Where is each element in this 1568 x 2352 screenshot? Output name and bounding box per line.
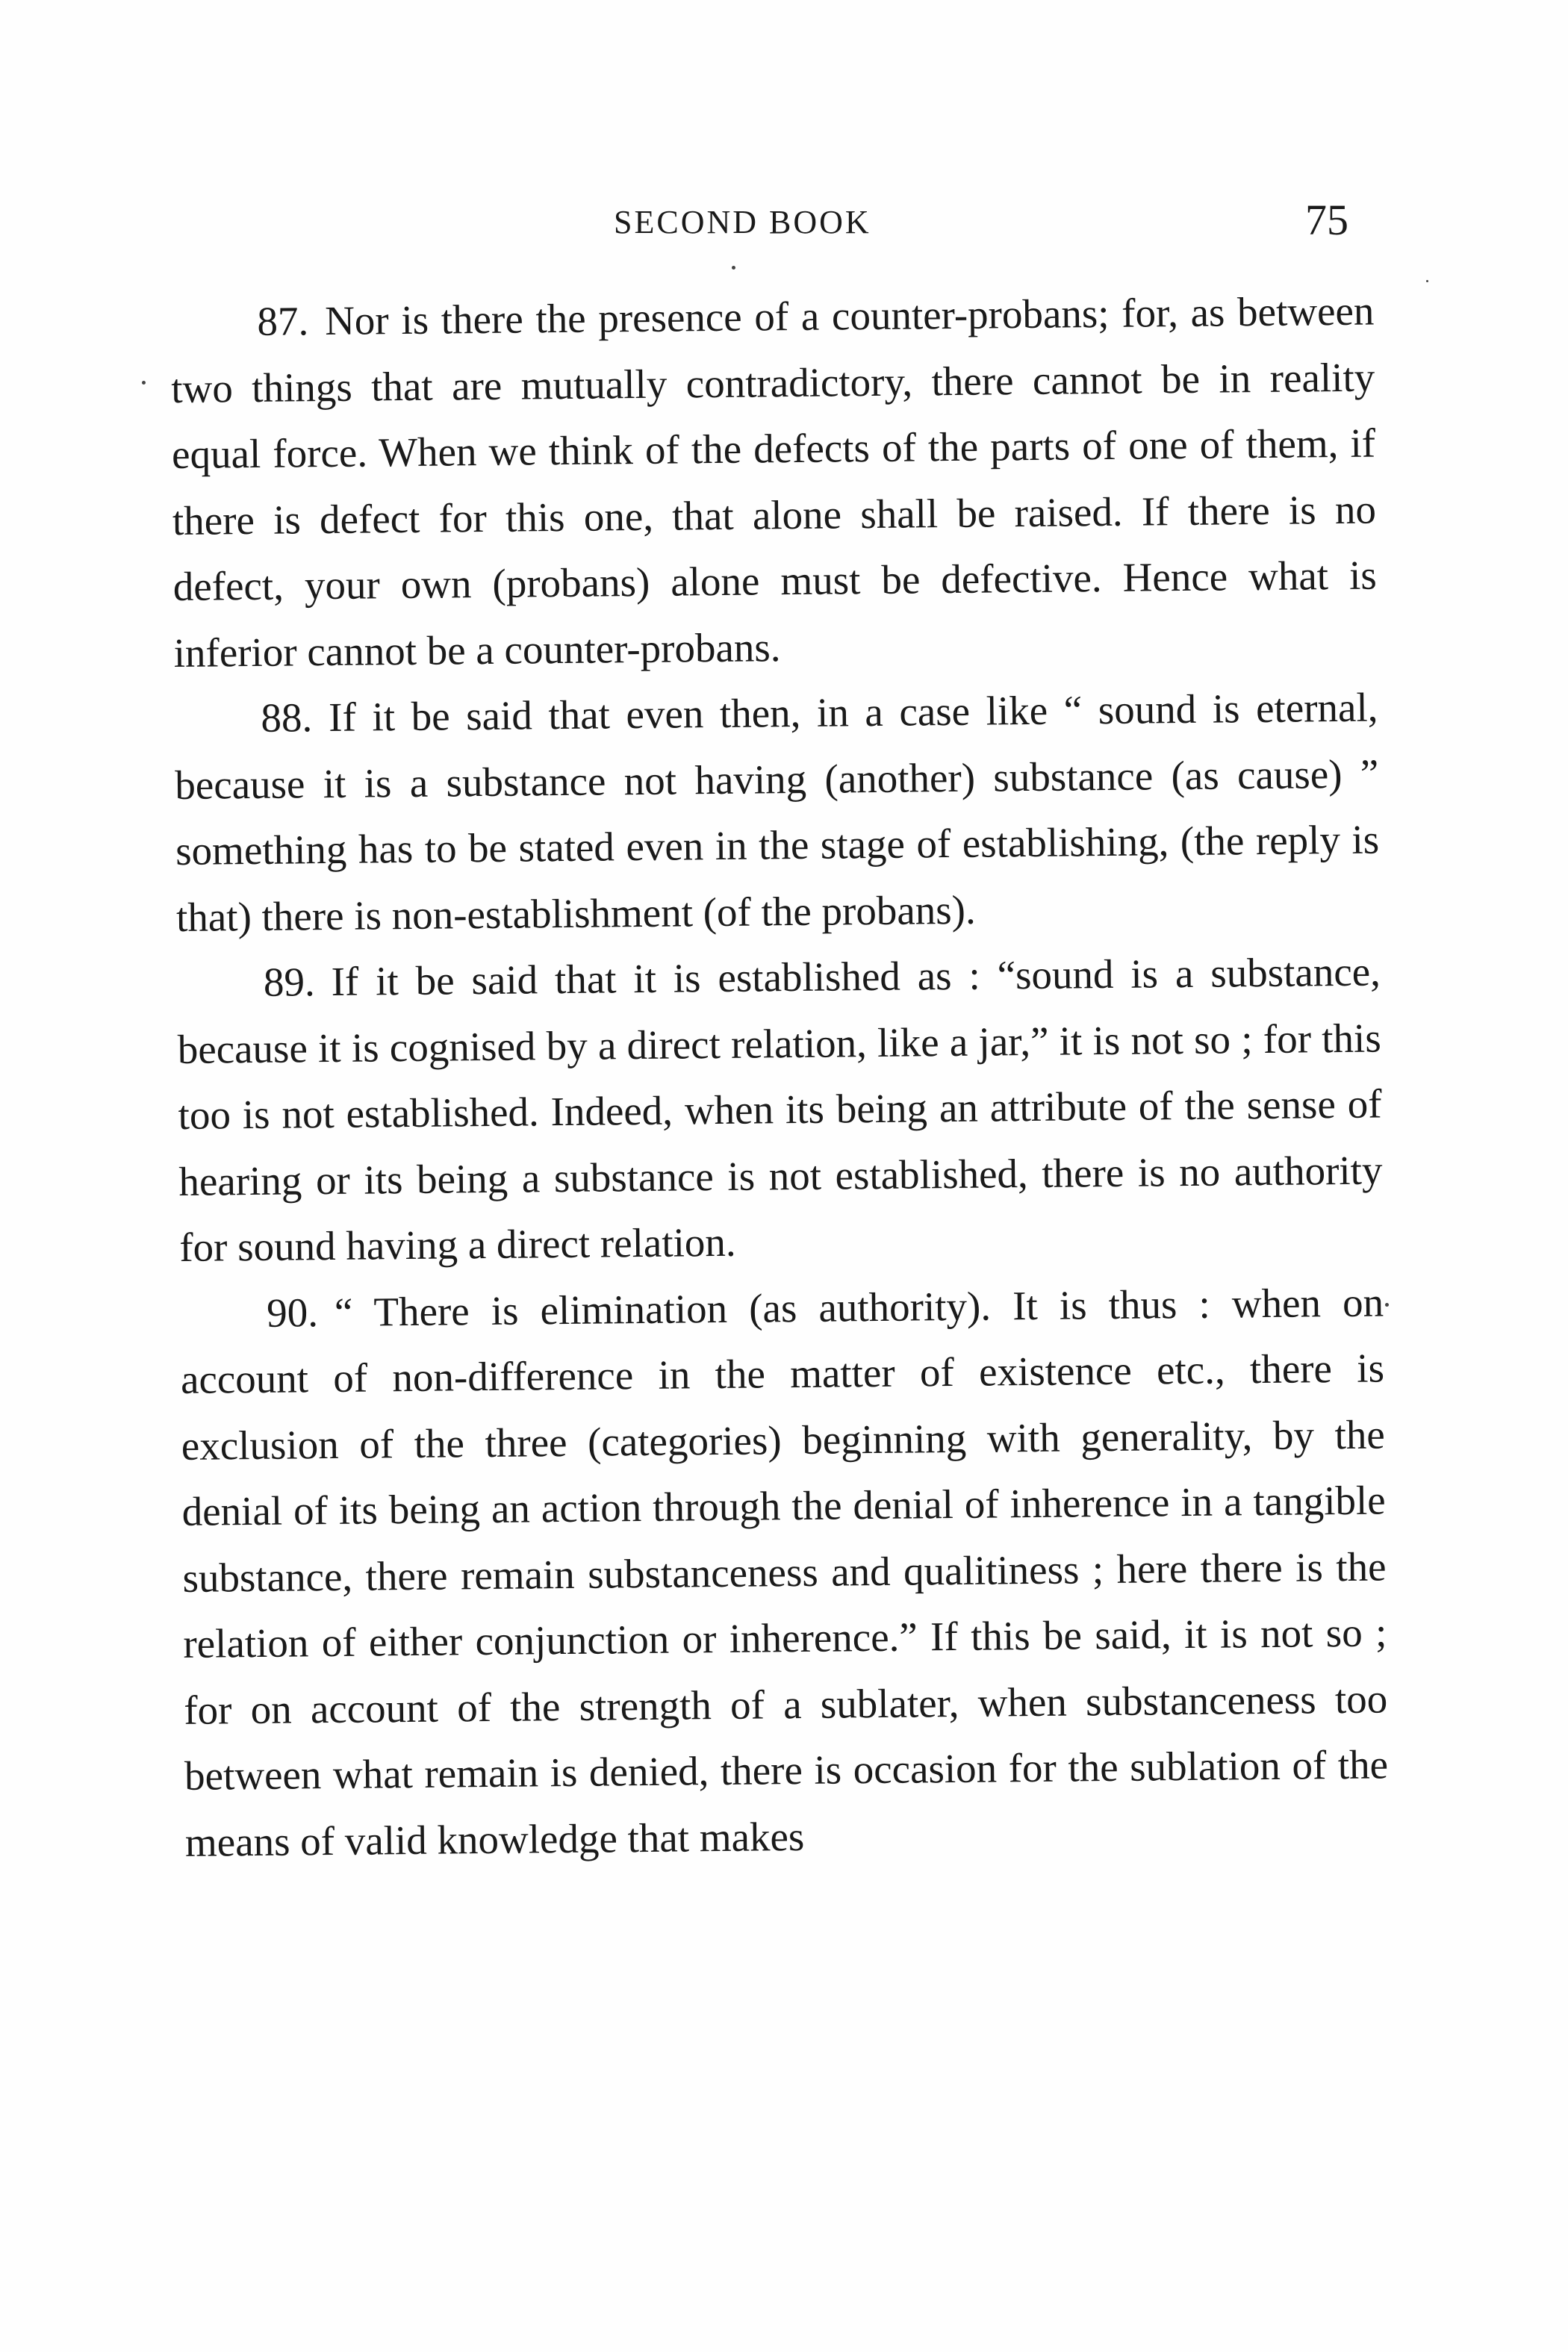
- running-head: [0, 196, 1568, 245]
- paragraph-90: [180, 1269, 1390, 1876]
- paragraph-text: If it be said that it is established as : “sound is a substance, because it is cognised by a direct relation, like a jar,” it is not so ; for this too is not established. Indeed, when its being an attribute of the sense of hearing or its being a substance is not established, there is no authority for sound having a direct relation.: [177, 948, 1383, 1270]
- paragraph-89: [176, 939, 1383, 1281]
- speck: [732, 266, 735, 270]
- paragraph-88: [174, 675, 1380, 951]
- speck: [1385, 1303, 1389, 1307]
- speck: [142, 381, 146, 385]
- paragraph-number: 89.: [263, 959, 315, 1005]
- paragraph-text: “ There is elimination (as authority). It is thus : when on account of non-difference in the matter of existence etc., there is exclusion of the three (categories) beginning with generality, by the denial of its being an action through the denial of inherence in a tangible substance, there remain substanceness and qualitiness ; here there is the relation of either conjunction or inherence.” If this be said, it is not so ; for on account of the strength of a sublater, when substanceness too between what remain is denied, there is occasion for the sublation of the means of valid knowledge that makes: [180, 1278, 1389, 1865]
- body-text: [170, 279, 1389, 1876]
- paragraph-87: [170, 279, 1378, 686]
- paragraph-number: 88.: [261, 694, 313, 741]
- paragraph-text: If it be said that even then, in a case like “ sound is eternal, because it is a substance not having (another) substance (as cause) ” something has to be stated even in the stage of establishing, (the reply is that) there is non-establishment (of the probans).: [175, 684, 1380, 940]
- speck: [1426, 280, 1428, 282]
- page-number: 75: [1305, 196, 1348, 244]
- paragraph-number: 90.: [266, 1289, 319, 1336]
- paragraph-number: 87.: [257, 298, 309, 344]
- paragraph-text: Nor is there the presence of a counter-probans; for, as between two things that are mutually contradictory, there cannot be in reality equal force. When we think of the defects of the parts of one of them, if there is defect for this one, that alone shall be raised. If there is no defect, your own (probans) alone must be defective. Hence what is inferior cannot be a counter-probans.: [170, 287, 1378, 676]
- running-title: SECOND BOOK: [614, 204, 871, 240]
